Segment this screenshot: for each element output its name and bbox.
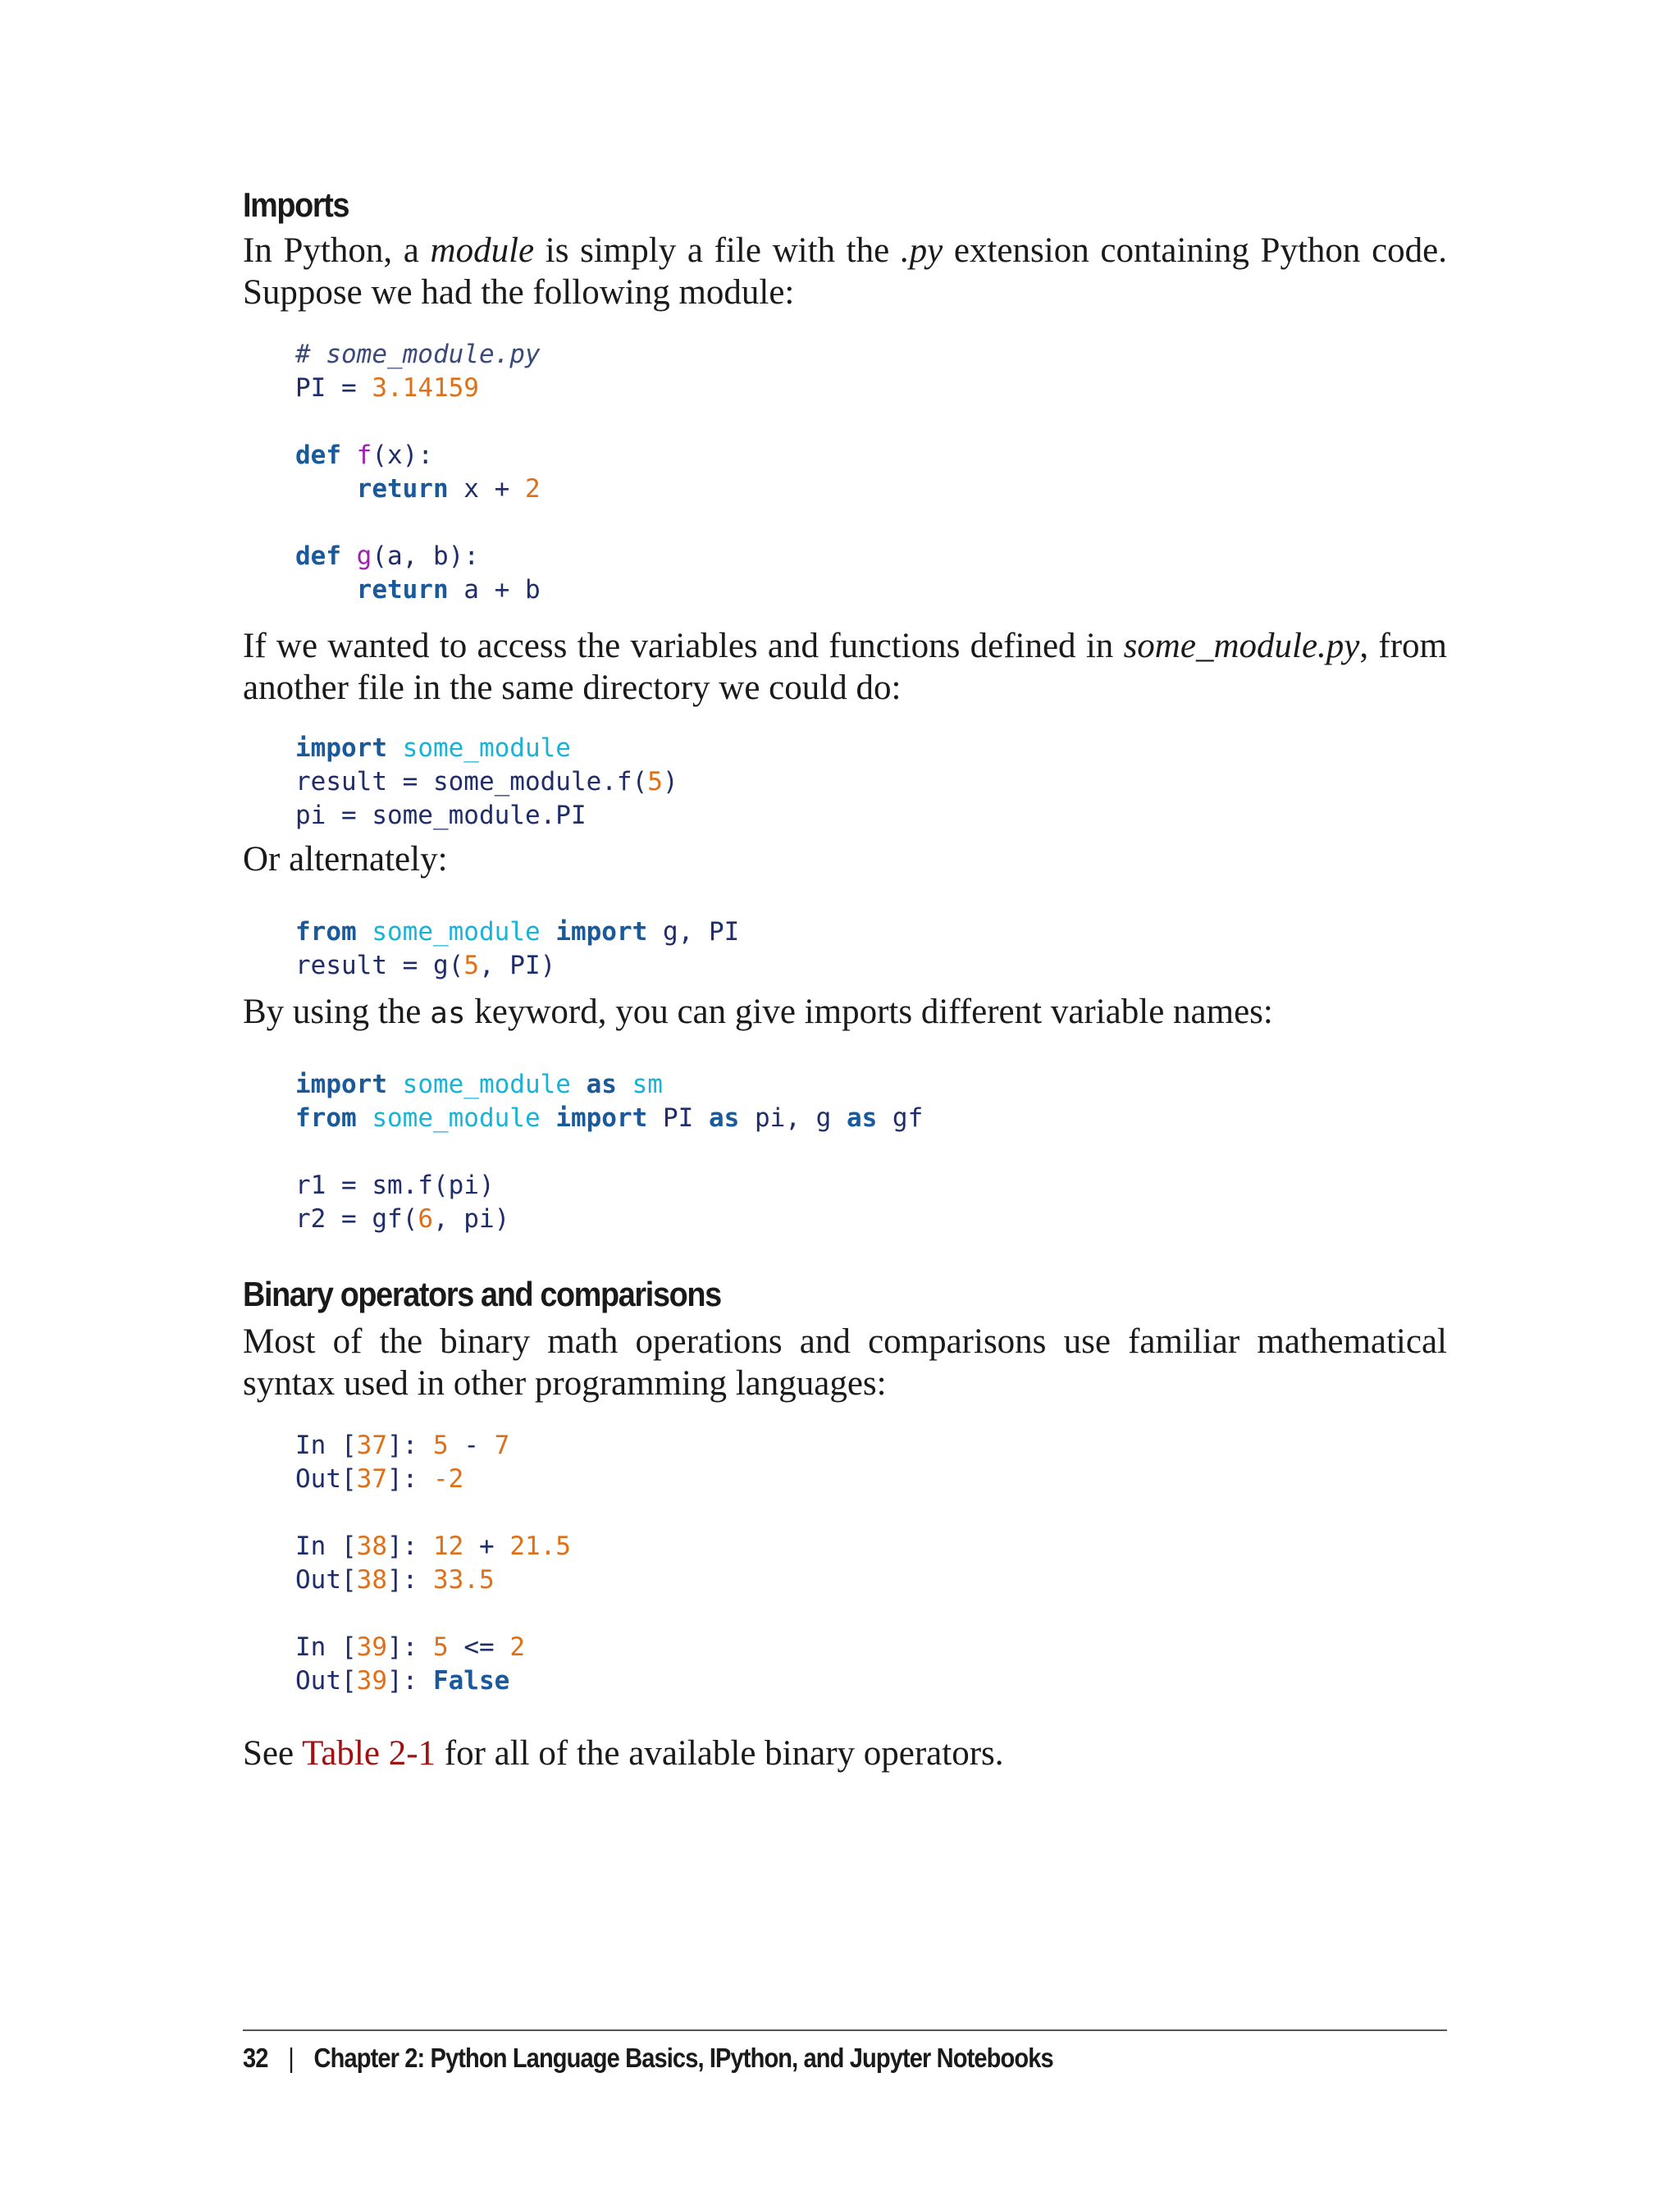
page-number: 32	[243, 2043, 268, 2073]
paragraph-binary-intro: Most of the binary math operations and comparisons use familiar mathematical syntax used in other programming languages:	[243, 1322, 1447, 1403]
paragraph-module-intro: In Python, a module is simply a file with the .py extension containing Python code. Suppose we had the following module:	[243, 231, 1447, 312]
chapter-title: Chapter 2: Python Language Basics, IPython, and Jupyter Notebooks	[313, 2043, 1053, 2073]
code-block-import-as: import some_module as sm from some_module import PI as pi, g as gf r1 = sm.f(pi) r2 = gf(6, pi)	[295, 1070, 924, 1234]
footer-separator: |	[288, 2043, 294, 2073]
section-heading-binary-operators: Binary operators and comparisons	[243, 1275, 721, 1313]
code-block-from-import: from some_module import g, PI result = g(5, PI)	[295, 917, 740, 980]
code-block-some-module: # some_module.py PI = 3.14159 def f(x): return x + 2 def g(a, b): return a + b	[295, 340, 541, 605]
paragraph-alternately: Or alternately:	[243, 840, 448, 879]
footer-divider	[243, 2029, 1447, 2031]
page-footer	[243, 2038, 1053, 2079]
code-block-binary-examples: In [37]: 5 - 7 Out[37]: -2 In [38]: 12 + 21.5 Out[38]: 33.5 In [39]: 5 <= 2 Out[39]: False	[295, 1431, 571, 1696]
paragraph-see-table: See Table 2-1 for all of the available binary operators.	[243, 1734, 1004, 1773]
table-2-1-link[interactable]: Table 2-1	[302, 1734, 436, 1773]
paragraph-as-keyword: By using the as keyword, you can give imports different variable names:	[243, 993, 1273, 1031]
section-heading-imports: Imports	[243, 185, 349, 224]
code-block-import-module: import some_module result = some_module.f(5) pi = some_module.PI	[295, 733, 678, 830]
paragraph-access-module: If we wanted to access the variables and functions defined in some_module.py, from another file in the same directory we could do:	[243, 627, 1447, 707]
